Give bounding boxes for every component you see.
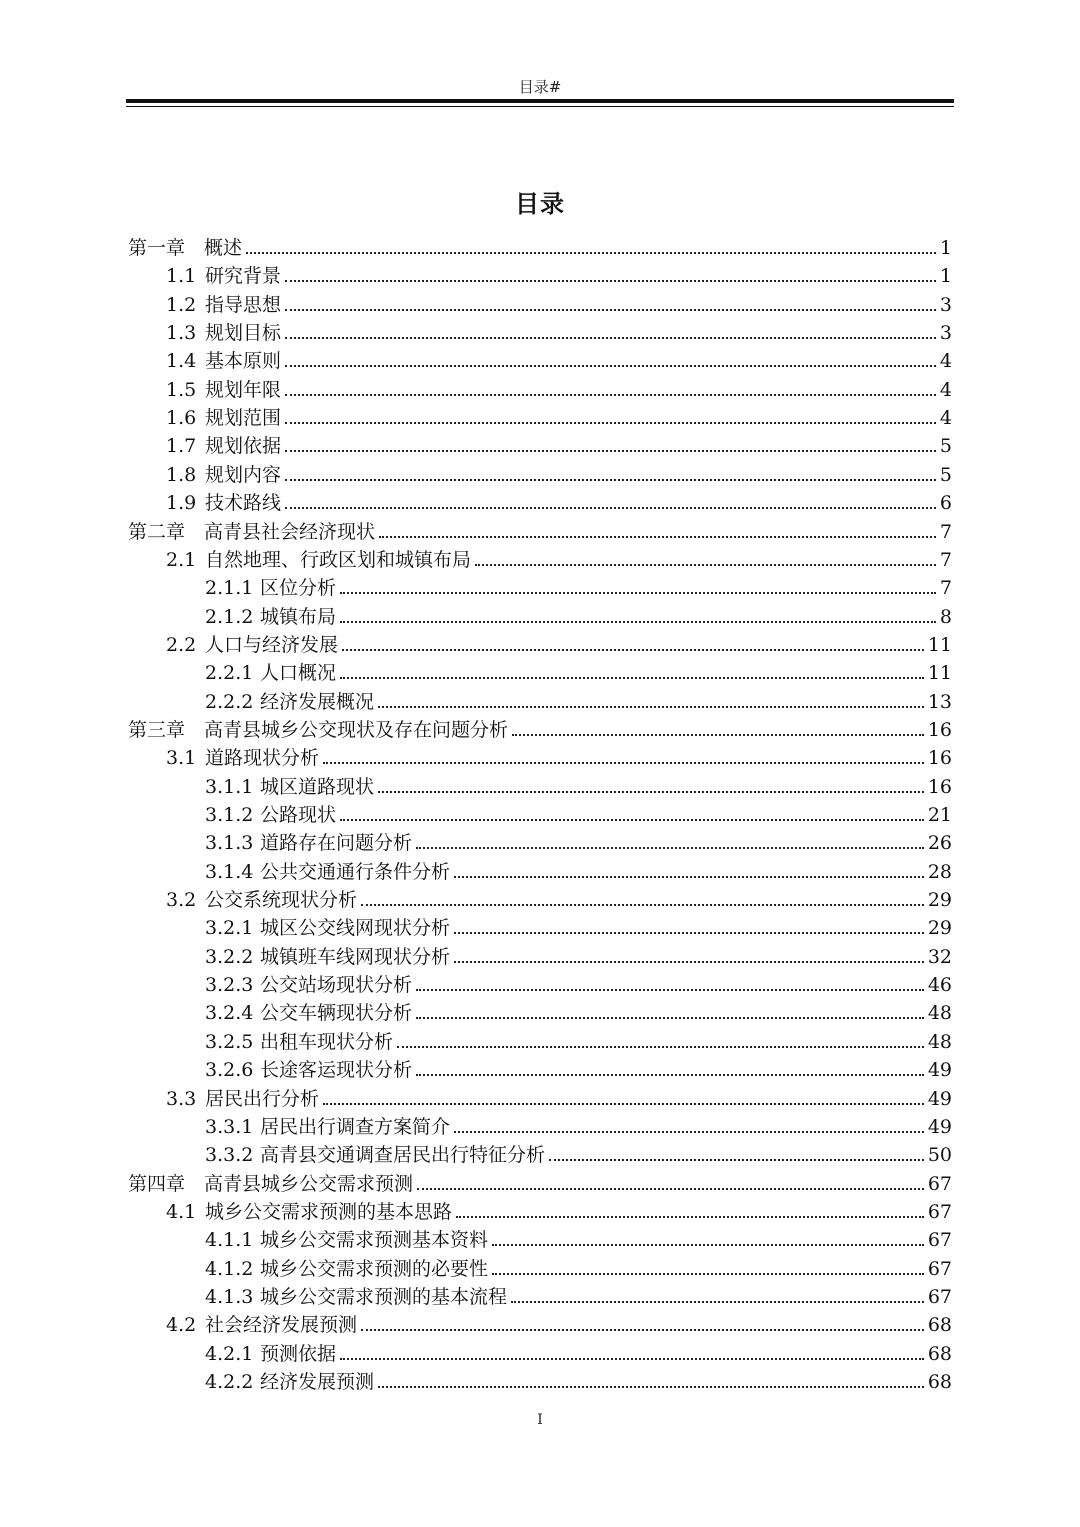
toc-dot-leader: [340, 819, 924, 821]
toc-entry-page: 68: [927, 1314, 952, 1337]
toc-entry-page: 67: [927, 1200, 952, 1223]
toc-entry-page: 67: [927, 1229, 952, 1252]
toc-dot-leader: [285, 422, 936, 424]
toc-entry-title: 高青县城乡公交现状及存在问题分析: [204, 718, 509, 741]
toc-entry-page: 49: [927, 1087, 952, 1110]
toc-entry-page: 4: [939, 350, 952, 373]
toc-entry-number: 3.1.4: [205, 860, 254, 883]
toc-entry-title: 城镇布局: [260, 605, 337, 628]
toc-entry-title: 城乡公交需求预测的必要性: [260, 1257, 489, 1280]
toc-entry-number: 3.2.3: [205, 974, 254, 997]
toc-entry[interactable]: [166, 544, 952, 572]
toc-entry-page: 11: [927, 662, 952, 685]
toc-entry-page: 16: [927, 747, 952, 770]
toc-entry[interactable]: [166, 345, 952, 373]
toc-entry[interactable]: [205, 601, 952, 629]
toc-entry[interactable]: [205, 1253, 952, 1281]
toc-entry[interactable]: [166, 487, 952, 515]
toc-entry[interactable]: [128, 516, 952, 544]
toc-entry-page: 68: [927, 1371, 952, 1393]
toc-dot-leader: [511, 1301, 924, 1303]
toc-entry-page: 48: [927, 1002, 952, 1025]
toc-entry-number: 2.1.1: [205, 577, 254, 600]
toc-entry[interactable]: [166, 884, 952, 912]
running-header: 目录#: [518, 78, 562, 96]
toc-entry[interactable]: [128, 232, 952, 260]
toc-entry-title: 长途客运现状分析: [260, 1059, 413, 1082]
toc-entry[interactable]: [205, 686, 952, 714]
toc-entry-page: 67: [927, 1285, 952, 1308]
toc-entry[interactable]: [205, 856, 952, 884]
toc-dot-leader: [342, 649, 924, 651]
toc-entry-title: 技术路线: [205, 492, 282, 515]
toc-entry-title: 公路现状: [260, 804, 337, 826]
toc-dot-leader: [285, 365, 936, 367]
toc-entry[interactable]: [166, 1309, 952, 1337]
toc-entry-number: 第一章: [128, 237, 186, 259]
toc-entry-page: 16: [927, 775, 952, 798]
toc-entry[interactable]: [205, 941, 952, 969]
toc-entry-number: 2.2.1: [205, 662, 254, 685]
page-title: 目录: [515, 189, 565, 218]
toc-entry[interactable]: [205, 799, 952, 827]
toc-entry[interactable]: [166, 289, 952, 317]
toc-entry-title: 经济发展预测: [260, 1371, 375, 1393]
header-rule-thick: [126, 99, 954, 103]
toc-dot-leader: [417, 1188, 924, 1190]
toc-entry-page: 68: [927, 1342, 952, 1365]
toc-entry-page: 28: [927, 860, 952, 883]
toc-dot-leader: [397, 1046, 924, 1048]
toc-entry-number: 1.4: [166, 350, 197, 373]
toc-entry-page: 6: [939, 492, 952, 515]
toc-entry-number: 3.1.2: [205, 804, 254, 826]
toc-entry-page: 29: [927, 889, 952, 912]
toc-dot-leader: [340, 592, 936, 594]
toc-entry[interactable]: [205, 1338, 952, 1366]
toc-entry-title: 城镇班车线网现状分析: [260, 945, 451, 968]
toc-entry[interactable]: [205, 572, 952, 600]
toc-dot-leader: [416, 989, 924, 991]
header-rule-thin: [126, 106, 954, 107]
toc-entry-page: 1: [939, 237, 952, 259]
toc-dot-leader: [285, 479, 936, 481]
toc-entry-number: 3.2: [166, 889, 197, 912]
toc-dot-leader: [378, 706, 924, 708]
toc-entry[interactable]: [128, 1168, 952, 1196]
toc-dot-leader: [475, 564, 936, 566]
toc-entry[interactable]: [166, 260, 952, 288]
toc-entry-number: 3.2.6: [205, 1059, 254, 1082]
toc-entry-title: 规划依据: [205, 435, 282, 458]
toc-entry-title: 城区公交线网现状分析: [260, 917, 451, 940]
toc-entry-title: 高青县城乡公交需求预测: [204, 1172, 414, 1195]
toc-entry[interactable]: [205, 1054, 952, 1082]
toc-entry-title: 规划年限: [205, 378, 282, 401]
toc-dot-leader: [549, 1159, 924, 1161]
toc-entry-title: 基本原则: [205, 350, 282, 373]
toc-dot-leader: [454, 1131, 924, 1133]
toc-dot-leader: [285, 309, 936, 311]
toc-entry[interactable]: [205, 969, 952, 997]
toc-entry-title: 规划目标: [205, 322, 282, 345]
toc-entry[interactable]: [166, 430, 952, 458]
toc-entry[interactable]: [128, 714, 952, 742]
toc-entry-page: 29: [927, 917, 952, 940]
toc-entry-number: 4.1: [166, 1200, 197, 1223]
toc-entry[interactable]: [166, 374, 952, 402]
toc-entry-title: 城区道路现状: [260, 775, 375, 798]
toc-entry-title: 社会经济发展预测: [205, 1314, 358, 1337]
toc-dot-leader: [454, 932, 924, 934]
toc-entry-number: 2.1.2: [205, 605, 254, 628]
toc-entry-title: 公共交通通行条件分析: [260, 860, 451, 883]
toc-entry-number: 1.3: [166, 322, 197, 345]
toc-dot-leader: [378, 1386, 924, 1388]
toc-dot-leader: [246, 252, 936, 254]
toc-entry-number: 2.2: [166, 633, 197, 656]
toc-entry-page: 5: [939, 463, 952, 486]
toc-dot-leader: [285, 394, 936, 396]
toc-entry[interactable]: [166, 402, 952, 430]
toc-dot-leader: [340, 621, 936, 623]
toc-entry-number: 3.3: [166, 1087, 197, 1110]
toc-entry-title: 公交系统现状分析: [205, 889, 358, 912]
toc-entry-page: 67: [927, 1172, 952, 1195]
toc-entry-number: 1.8: [166, 463, 197, 486]
toc-dot-leader: [416, 847, 924, 849]
toc-entry-page: 26: [927, 832, 952, 855]
toc-dot-leader: [361, 1329, 924, 1331]
toc-entry[interactable]: [205, 771, 952, 799]
toc-entry[interactable]: [166, 629, 952, 657]
toc-entry[interactable]: [166, 742, 952, 770]
toc-dot-leader: [285, 507, 936, 509]
toc-dot-leader: [323, 1103, 924, 1105]
toc-entry-number: 4.2.2: [205, 1371, 254, 1393]
toc-entry-page: 7: [939, 548, 952, 571]
toc-entry-title: 高青县社会经济现状: [204, 520, 376, 543]
toc-dot-leader: [361, 904, 924, 906]
toc-entry[interactable]: [205, 997, 952, 1025]
toc-entry-page: 67: [927, 1257, 952, 1280]
toc-dot-leader: [378, 791, 924, 793]
toc-entry-number: 3.2.2: [205, 945, 254, 968]
toc-entry[interactable]: [205, 1366, 952, 1394]
toc-entry-title: 自然地理、行政区划和城镇布局: [205, 548, 472, 571]
toc-dot-leader: [285, 450, 936, 452]
toc-entry-title: 规划内容: [205, 463, 282, 486]
toc-entry-number: 3.3.1: [205, 1115, 254, 1138]
toc-dot-leader: [492, 1273, 924, 1275]
toc-entry-page: 32: [927, 945, 952, 968]
toc-entry-number: 第二章: [128, 520, 186, 543]
toc-dot-leader: [492, 1244, 924, 1246]
toc-entry-title: 经济发展概况: [260, 690, 375, 713]
toc-entry-title: 城乡公交需求预测基本资料: [260, 1229, 489, 1252]
toc-entry-number: 1.6: [166, 407, 197, 430]
toc-entry-title: 高青县交通调查居民出行特征分析: [260, 1144, 546, 1167]
toc-entry-page: 7: [939, 520, 952, 543]
toc-entry-number: 3.3.2: [205, 1144, 254, 1167]
toc-entry-title: 道路存在问题分析: [260, 832, 413, 855]
toc-entry-page: 11: [927, 633, 952, 656]
toc-entry-page: 1: [939, 265, 952, 288]
toc-entry-number: 第三章: [128, 718, 186, 741]
toc-dot-leader: [512, 734, 924, 736]
toc-entry-page: 4: [939, 407, 952, 430]
toc-entry[interactable]: [166, 459, 952, 487]
toc-entry-page: 4: [939, 378, 952, 401]
toc-dot-leader: [454, 961, 924, 963]
toc-entry[interactable]: [205, 827, 952, 855]
toc-entry-title: 人口与经济发展: [205, 633, 339, 656]
toc-entry-title: 公交车辆现状分析: [260, 1002, 413, 1025]
toc-entry-title: 研究背景: [205, 265, 282, 288]
toc-entry-number: 1.2: [166, 293, 197, 316]
toc-entry-number: 4.2: [166, 1314, 197, 1337]
toc-entry-title: 居民出行分析: [205, 1087, 320, 1110]
toc-entry-number: 1.5: [166, 378, 197, 401]
toc-entry-page: 46: [927, 974, 952, 997]
toc-entry-number: 4.1.2: [205, 1257, 254, 1280]
toc-entry-page: 49: [927, 1115, 952, 1138]
toc-dot-leader: [323, 762, 924, 764]
toc-entry-title: 区位分析: [260, 577, 337, 600]
toc-entry-page: 7: [939, 577, 952, 600]
toc-entry-number: 2.1: [166, 548, 197, 571]
toc-entry[interactable]: [166, 317, 952, 345]
toc-entry[interactable]: [205, 1281, 952, 1309]
toc-dot-leader: [340, 677, 924, 679]
toc-entry-number: 4.1.1: [205, 1229, 254, 1252]
toc-entry-title: 道路现状分析: [205, 747, 320, 770]
toc-entry-title: 人口概况: [260, 662, 337, 685]
toc-entry[interactable]: [205, 1224, 952, 1252]
toc-entry-number: 3.1.3: [205, 832, 254, 855]
toc-dot-leader: [416, 1017, 924, 1019]
toc-entry-title: 概述: [204, 237, 243, 259]
toc-entry-page: 8: [939, 605, 952, 628]
toc-entry-page: 13: [927, 690, 952, 713]
toc-entry[interactable]: [205, 1139, 952, 1167]
toc-entry-number: 1.7: [166, 435, 197, 458]
toc-entry-page: 48: [927, 1030, 952, 1053]
toc-dot-leader: [285, 337, 936, 339]
toc-entry-page: 50: [927, 1144, 952, 1167]
toc-entry-title: 指导思想: [205, 293, 282, 316]
toc-entry-title: 城乡公交需求预测的基本流程: [260, 1285, 508, 1308]
toc-entry-title: 城乡公交需求预测的基本思路: [205, 1200, 453, 1223]
toc-entry-title: 公交站场现状分析: [260, 974, 413, 997]
toc-entry[interactable]: [166, 1196, 952, 1224]
toc-entry-number: 1.1: [166, 265, 197, 288]
toc-entry-number: 3.2.5: [205, 1030, 254, 1053]
toc-entry[interactable]: [166, 1083, 952, 1111]
toc-entry-page: 3: [939, 322, 952, 345]
toc-entry-number: 3.2.4: [205, 1002, 254, 1025]
toc-dot-leader: [454, 876, 924, 878]
toc-entry-page: 49: [927, 1059, 952, 1082]
toc-entry-number: 2.2.2: [205, 690, 254, 713]
toc-dot-leader: [379, 536, 936, 538]
toc-entry-number: 3.1: [166, 747, 197, 770]
toc-entry-title: 预测依据: [260, 1342, 337, 1365]
page-number: I: [537, 1412, 543, 1428]
toc-entry-number: 3.1.1: [205, 775, 254, 798]
toc-entry-title: 出租车现状分析: [260, 1030, 394, 1053]
toc-entry-number: 4.1.3: [205, 1285, 254, 1308]
toc-entry-page: 21: [927, 804, 952, 826]
toc-entry-page: 3: [939, 293, 952, 316]
toc-dot-leader: [340, 1358, 924, 1360]
toc-entry[interactable]: [205, 1111, 952, 1139]
toc-entry[interactable]: [205, 657, 952, 685]
toc-dot-leader: [416, 1074, 924, 1076]
toc-entry-number: 1.9: [166, 492, 197, 515]
toc-entry[interactable]: [205, 1026, 952, 1054]
toc-entry-number: 第四章: [128, 1172, 186, 1195]
toc-entry-title: 居民出行调查方案简介: [260, 1115, 451, 1138]
toc-entry-number: 3.2.1: [205, 917, 254, 940]
toc-entry-number: 4.2.1: [205, 1342, 254, 1365]
toc-entry-page: 5: [939, 435, 952, 458]
toc-dot-leader: [285, 280, 936, 282]
toc-dot-leader: [456, 1216, 924, 1218]
toc-entry-page: 16: [927, 718, 952, 741]
toc-entry[interactable]: [205, 912, 952, 940]
toc-entry-title: 规划范围: [205, 407, 282, 430]
